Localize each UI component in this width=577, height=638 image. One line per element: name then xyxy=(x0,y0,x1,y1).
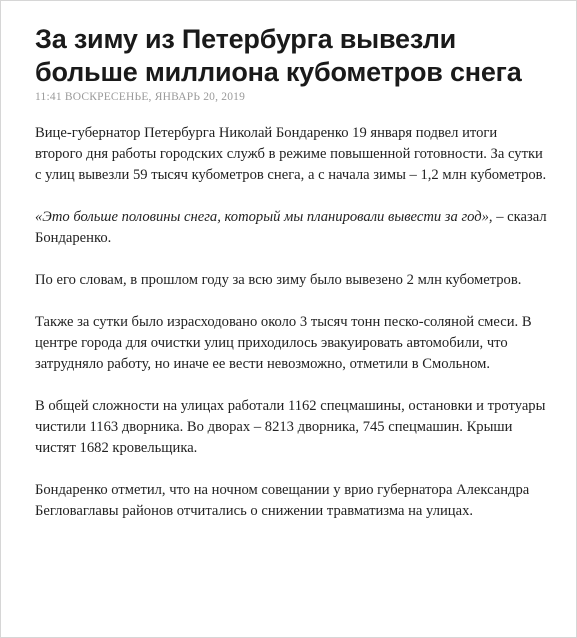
paragraph-intro: Вице-губернатор Петербурга Николай Бондаренко 19 января подвел итоги второго дня работы городских служб в режиме повышенной готовности. За сутки с улиц вывезли 59 тысяч кубометров снега, а с начала зимы – 1,2 млн кубометров. xyxy=(35,125,547,183)
paragraph-salt-mixture: Также за сутки было израсходовано около 3 тысяч тонн песко-соляной смеси. В центре города для очистки улиц приходилось эвакуировать автомобили, что затрудняло работу, но иначе ее вести невозможно, отметили в Смольном. xyxy=(35,314,532,372)
paragraph-workforce: В общей сложности на улицах работали 1162 спецмашины, остановки и тротуары чистили 1163 дворника. Во дворах – 8213 дворника, 745 спецмашин. Крыши чистят 1682 кровельщика. xyxy=(35,398,546,456)
paragraph-meeting: Бондаренко отметил, что на ночном совещании у врио губернатора Александра Бегловаглавы районов отчитались о снижении травматизма на улицах. xyxy=(35,482,530,519)
article xyxy=(35,23,547,543)
paragraph-last-year: По его словам, в прошлом году за всю зиму было вывезено 2 млн кубометров. xyxy=(35,272,522,288)
quote-text: «Это больше половины снега, который мы планировали вывести за год» xyxy=(35,209,489,225)
quote-attribution: , – сказал Бондаренко. xyxy=(35,209,547,246)
article-title: За зиму из Петербурга вывезли больше миллиона кубометров снега xyxy=(35,24,522,87)
article-meta: 11:41 ВОСКРЕСЕНЬЕ, ЯНВАРЬ 20, 2019 xyxy=(35,91,246,103)
article-body xyxy=(35,123,547,522)
paragraph-quote xyxy=(35,207,547,249)
